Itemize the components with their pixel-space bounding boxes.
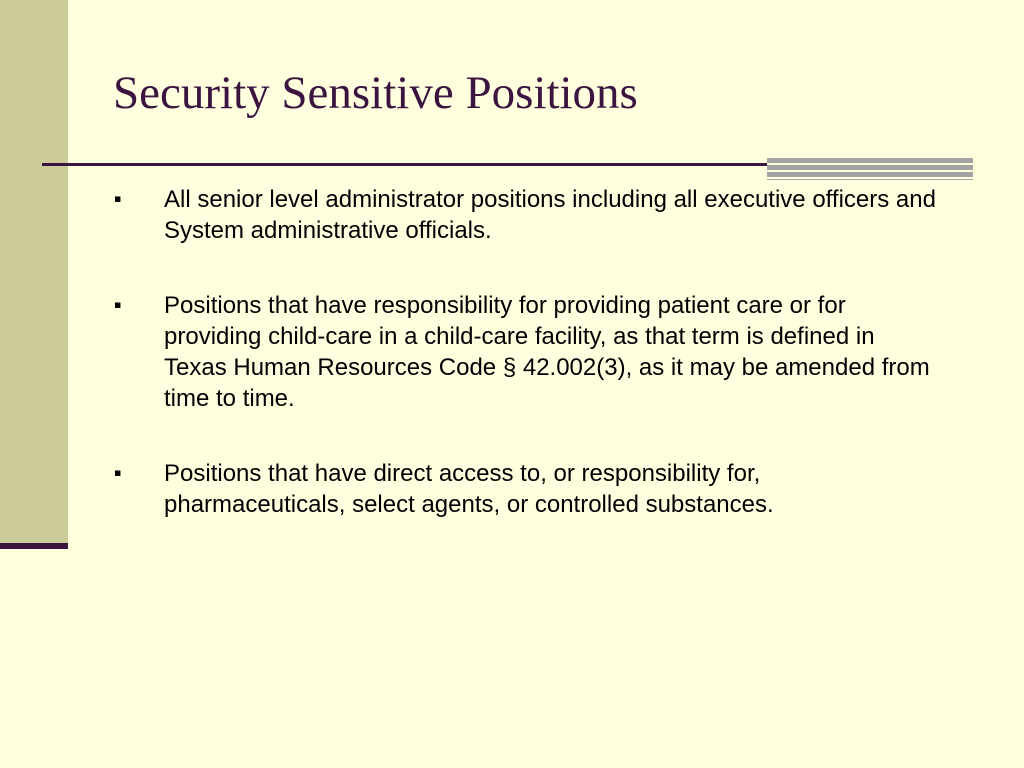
bullet-text: Positions that have responsibility for providing patient care or for providing child-care in a child-care facility, as that term is defined in Texas Human Resources Code § 42.002(3), as it may be amended from time to time. [164,292,930,412]
bullet-text: Positions that have direct access to, or responsibility for, pharmaceuticals, select agents, or controlled substances. [164,460,774,518]
bullet-item [112,457,942,520]
bullet-square-icon: ▪ [114,466,122,479]
left-sidebar-bar [0,0,68,543]
bullet-item [112,183,942,246]
bullet-text: All senior level administrator positions including all executive officers and System administrative officials. [164,186,936,244]
bullet-square-icon: ▪ [114,192,122,205]
bullet-item [112,289,942,414]
title-divider-line [42,163,770,166]
bullet-square-icon: ▪ [114,298,122,311]
bullet-list [112,183,942,563]
gray-accent-bars [767,158,973,180]
slide-title: Security Sensitive Positions [113,67,638,119]
left-sidebar-accent-line [0,543,68,549]
